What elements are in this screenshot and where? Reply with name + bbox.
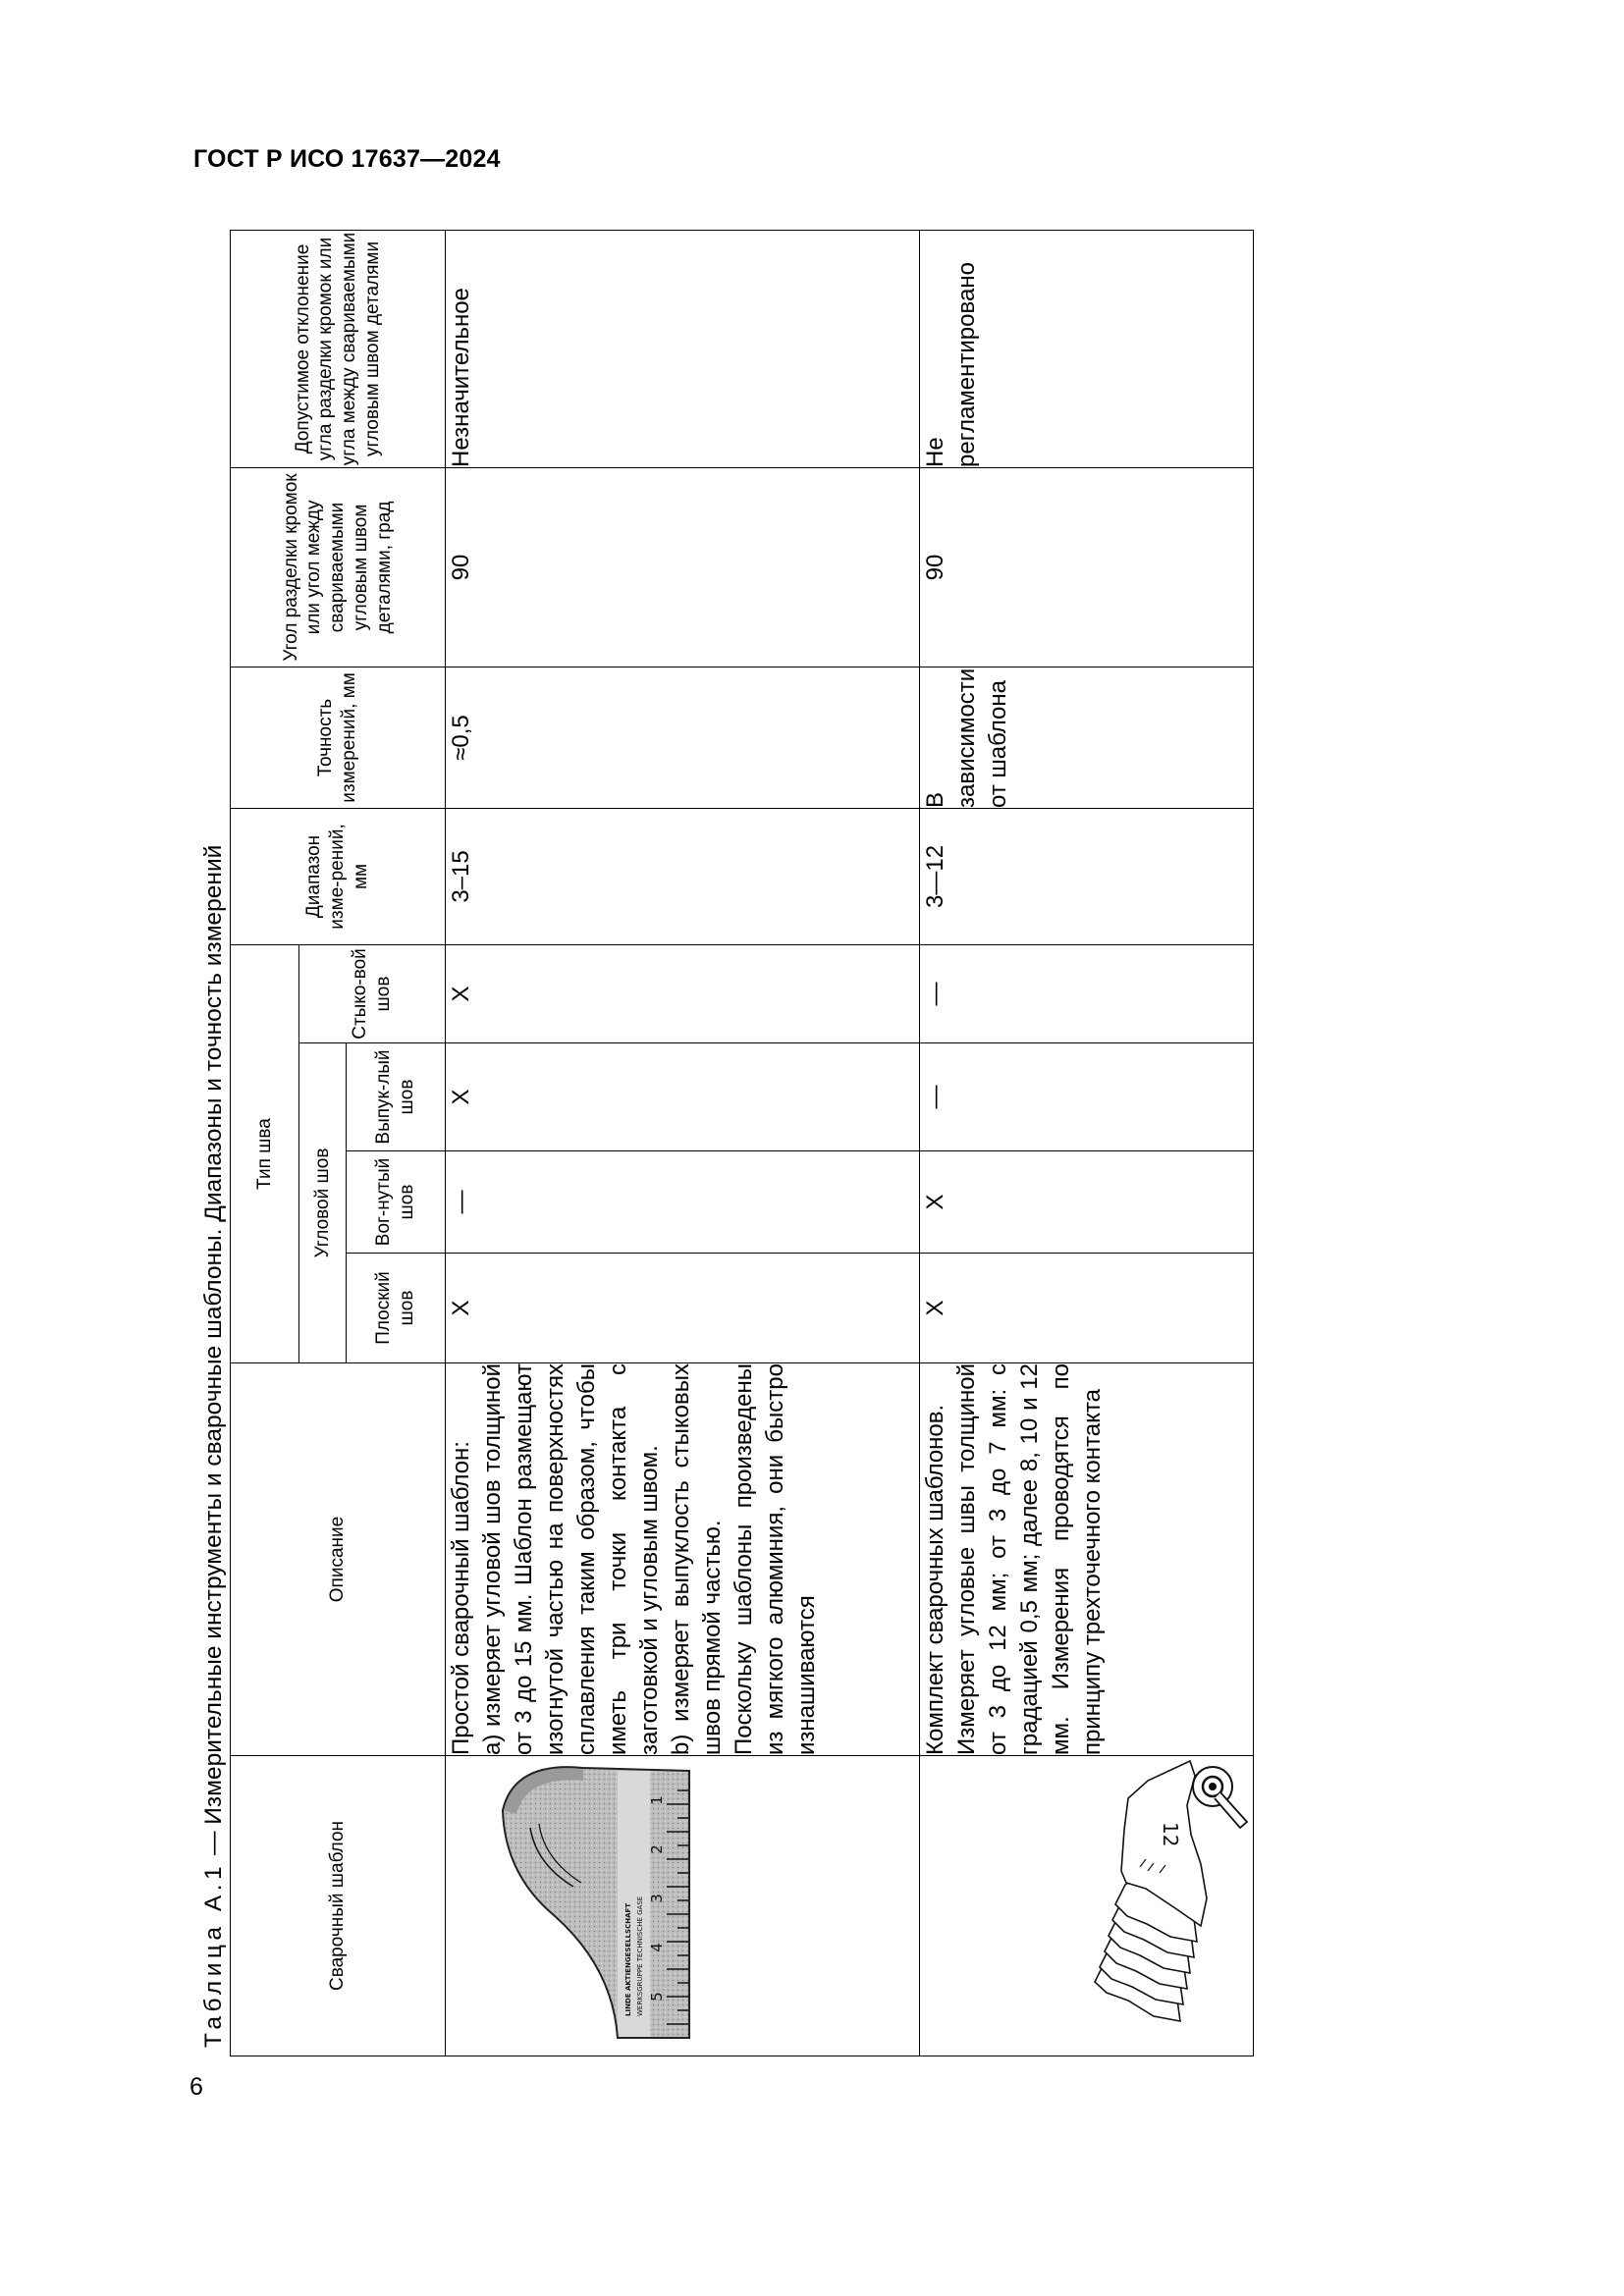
description-item-b: b) измеряет выпуклость стыковых швов прямой частью. bbox=[668, 1363, 726, 1755]
simple-welding-gauge-image bbox=[446, 1756, 920, 2056]
simple-gauge-drawing bbox=[446, 1756, 920, 2056]
caption-text: — Измерительные инструменты и сварочные шаблоны. Диапазоны и точность измерений bbox=[200, 844, 227, 1862]
description-text: Измеряет угловые швы толщиной от 3 до 12 мм; от 3 до 7 мм: с градацией 0,5 мм; далее 8, 10 и 12 мм. Измерения проводятся по принципу трехточечного контакта bbox=[953, 1363, 1106, 1755]
gauge-sub-text: WERKSGRUPPE TECHNISCHE GASE bbox=[636, 1896, 644, 2016]
page-header: ГОСТ Р ИСО 17637—2024 bbox=[193, 145, 501, 173]
header-seam-type: Тип шва bbox=[231, 944, 299, 1362]
butt-seam-cell: X bbox=[446, 944, 920, 1042]
page-number: 6 bbox=[189, 2073, 203, 2101]
header-concave: Вог-нутый шов bbox=[347, 1151, 446, 1254]
description-intro: Простой сварочный шаблон: bbox=[448, 1441, 474, 1755]
flat-seam-cell: X bbox=[446, 1254, 920, 1363]
table-row bbox=[446, 230, 920, 2056]
gauge-scale-5: 5 bbox=[648, 1992, 666, 2002]
convex-seam-cell: — bbox=[920, 1043, 1254, 1151]
range-cell: 3—12 bbox=[920, 808, 1254, 944]
header-angle: Угол разделки кромок или угол между свариваемыми угловым швом деталями, град bbox=[231, 467, 446, 667]
gauge-scale-2: 2 bbox=[648, 1844, 666, 1854]
gauge-scale-4: 4 bbox=[648, 1943, 666, 1952]
accuracy-cell: В зависимости от шаблона bbox=[920, 667, 1254, 808]
convex-seam-cell: X bbox=[446, 1043, 920, 1151]
header-description: Описание bbox=[231, 1363, 446, 1756]
description-cell bbox=[446, 1363, 920, 1756]
gauge-scale-1: 1 bbox=[648, 1795, 666, 1805]
deviation-cell: Не регламентировано bbox=[920, 230, 1254, 467]
concave-seam-cell: X bbox=[920, 1151, 1254, 1254]
header-accuracy: Точность измерений, мм bbox=[231, 667, 446, 808]
header-template: Сварочный шаблон bbox=[231, 1756, 446, 2056]
deviation-cell: Незначительное bbox=[446, 230, 920, 467]
header-deviation: Допустимое отклонение угла разделки кромок или угла между свариваемыми угловым швом деталями bbox=[231, 230, 446, 467]
header-butt: Стыко-вой шов bbox=[299, 944, 446, 1042]
gauge-brand-text: LINDE AKTIENGESELLSCHAFT bbox=[624, 1902, 632, 2016]
gauge-set-number: 12 bbox=[1159, 1822, 1182, 1847]
welding-gauge-set-image bbox=[920, 1756, 1254, 2056]
table-row bbox=[920, 230, 1254, 2056]
table-caption bbox=[200, 845, 228, 2048]
rotated-table-wrapper bbox=[230, 231, 1253, 2056]
butt-seam-cell: — bbox=[920, 944, 1254, 1042]
description-cell bbox=[920, 1363, 1254, 1756]
angle-cell: 90 bbox=[446, 467, 920, 667]
header-range: Диапазон изме-рений, мм bbox=[231, 808, 446, 944]
gauge-scale-3: 3 bbox=[648, 1894, 666, 1903]
description-item-a: а) измеряет угловой шов толщиной от 3 до 15 мм. Шаблон размещают изогнутой частью на поверхностях сплавления таким образом, чтобы иметь три точки контакта с заготовкой и угловым швом. bbox=[479, 1363, 663, 1755]
measuring-tools-table bbox=[230, 230, 1254, 2056]
flat-seam-cell: X bbox=[920, 1254, 1254, 1363]
range-cell: 3–15 bbox=[446, 808, 920, 944]
gauge-set-drawing bbox=[920, 1756, 1254, 2056]
description-note: Поскольку шаблоны произведены из мягкого алюминия, они быстро изнашиваются bbox=[731, 1363, 820, 1755]
angle-cell: 90 bbox=[920, 467, 1254, 667]
header-fillet-group: Угловой шов bbox=[299, 1043, 347, 1363]
header-flat: Плоский шов bbox=[347, 1254, 446, 1363]
concave-seam-cell: — bbox=[446, 1151, 920, 1254]
caption-label: Таблица А.1 bbox=[200, 1861, 227, 2048]
description-intro: Комплект сварочных шаблонов. bbox=[922, 1404, 948, 1755]
header-convex: Выпук-лый шов bbox=[347, 1043, 446, 1151]
accuracy-cell: ≈0,5 bbox=[446, 667, 920, 808]
